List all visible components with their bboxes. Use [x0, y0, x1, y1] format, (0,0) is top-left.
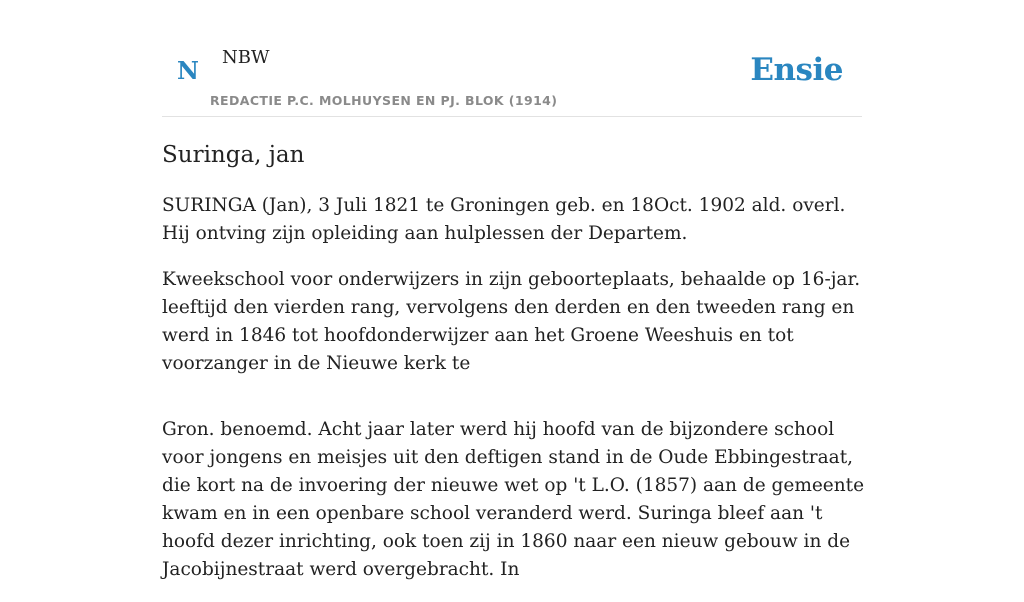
entry-title: Suringa, jan — [162, 142, 305, 168]
entry-paragraph: Kweekschool voor onderwijzers in zijn geboorteplaats, behaalde op 16-jar. leeftijd den vierden rang, vervolgens den derden en den tweeden rang en werd in 1846 tot hoofdonderwijzer aan het Groene Weeshuis en tot voorzanger in de Nieuwe kerk te — [162, 269, 861, 374]
entry-body — [162, 192, 874, 602]
book-subtitle: REDACTIE P.C. MOLHUYSEN EN PJ. BLOK (1914) — [210, 93, 558, 108]
page — [162, 0, 865, 580]
book-logo[interactable]: N — [177, 56, 199, 85]
header — [162, 0, 862, 117]
entry-paragraph: Gron. benoemd. Acht jaar later werd hij hoofd van de bijzondere school voor jongens en meisjes uit den deftigen stand in de Oude Ebbingestraat, die kort na de invoering der nieuwe wet op 't L.O. (1857) aan de gemeente kwam en in een openbare school veranderd werd. Suringa bleef aan 't hoofd dezer inrichting, ook toen zij in 1860 naar een nieuw gebouw in de Jacobijnestraat werd overgebracht. In — [162, 419, 865, 580]
ensie-logo[interactable]: Ensie — [750, 52, 843, 88]
book-title-link[interactable]: NBW — [222, 47, 270, 68]
entry-paragraph: SURINGA (Jan), 3 Juli 1821 te Groningen geb. en 18Oct. 1902 ald. overl. Hij ontving zijn opleiding aan hulplessen der Departem. — [162, 195, 846, 244]
